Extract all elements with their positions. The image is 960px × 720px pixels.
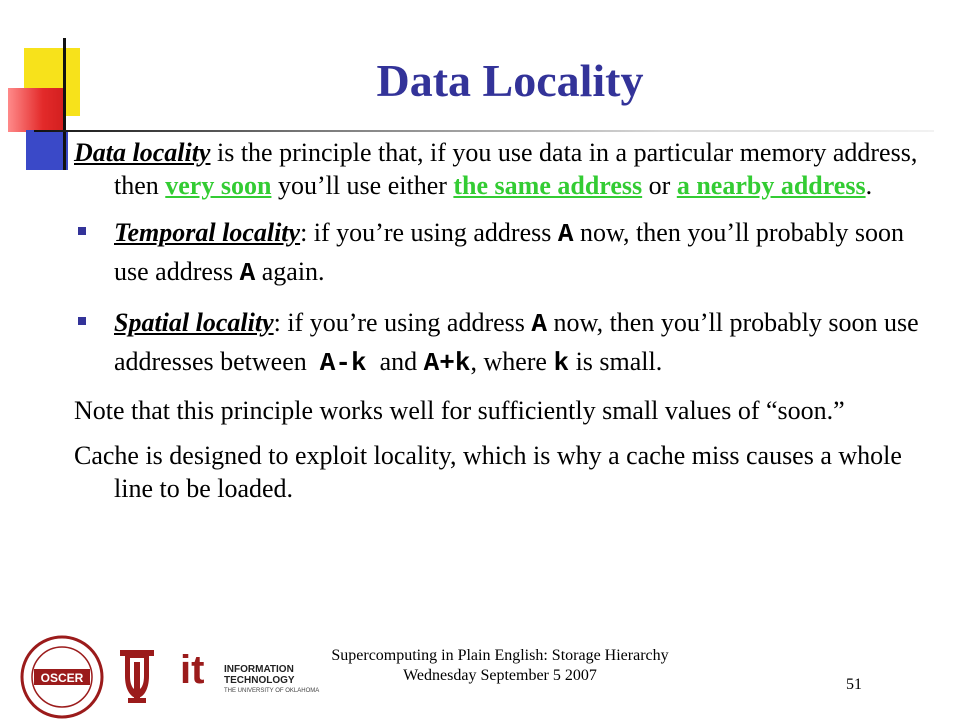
term-data-locality: Data locality (74, 138, 211, 167)
decor-vertical-line (63, 38, 66, 170)
ou-logo (112, 644, 162, 706)
highlight-very-soon: very soon (165, 171, 272, 200)
code-a: A (557, 219, 574, 249)
slide-title: Data Locality (376, 55, 644, 106)
bullet-text-part: , where (470, 347, 554, 376)
cache-paragraph: Cache is designed to exploit locality, which is why a cache miss causes a whole line to be loaded. (74, 441, 902, 503)
it-logo-line-1: INFORMATION (224, 664, 294, 675)
oscer-text: OSCER (40, 671, 84, 685)
it-logo-mark: it (180, 648, 205, 692)
intro-text-3: or (642, 171, 677, 200)
decor-blue-block (26, 130, 68, 170)
highlight-nearby-address: a nearby address (676, 171, 866, 200)
code-a-plus-k: A+k (423, 348, 471, 378)
bullet-text-part: now, then you’ll probably soon use address (114, 218, 904, 286)
page-number: 51 (846, 676, 862, 693)
term-temporal-locality: Temporal locality (114, 218, 301, 247)
code-a: A (239, 258, 256, 288)
note-paragraph: Note that this principle works well for sufficiently small values of “soon.” (74, 396, 845, 425)
footer (280, 646, 720, 686)
decor-horizontal-line (34, 130, 934, 132)
intro-text-4: . (865, 171, 873, 200)
code-k: k (553, 348, 570, 378)
bullet-text-part: : if you’re using address (300, 218, 558, 247)
bullet-text-part: : if you’re using address (273, 308, 532, 337)
footer-line-1: Supercomputing in Plain English: Storage Hierarchy (331, 647, 669, 664)
highlight-same-address: the same address (453, 171, 643, 200)
intro-text-2: you’ll use either (271, 171, 454, 200)
footer-line-2: Wednesday September 5 2007 (403, 667, 597, 684)
code-a-minus-k: A-k (319, 348, 367, 378)
term-spatial-locality: Spatial locality (114, 308, 274, 337)
oscer-seal-logo (20, 635, 104, 719)
square-bullet-icon (78, 317, 86, 325)
bullet-temporal-locality (74, 214, 934, 292)
it-logo-line-2: TECHNOLOGY (224, 675, 295, 686)
bullet-text-part: and (366, 347, 424, 376)
bullet-text (114, 214, 934, 292)
it-logo-subtext: THE UNIVERSITY OF OKLAHOMA (224, 688, 320, 694)
intro-text-1: is the principle that, if you use data in a particular memory address, then (114, 138, 918, 200)
decor-red-block (8, 88, 66, 132)
bullet-text-part: is small. (569, 347, 663, 376)
bullet-spatial-locality (74, 304, 934, 382)
bullet-text-part: now, then you’ll probably soon use addresses between (114, 308, 926, 376)
bullet-text (114, 304, 934, 382)
code-a: A (531, 309, 547, 339)
slide-body (74, 136, 934, 505)
intro-paragraph (74, 136, 934, 202)
it-logo (162, 648, 320, 700)
square-bullet-icon (78, 227, 86, 235)
bullet-text-part: again. (255, 257, 325, 286)
